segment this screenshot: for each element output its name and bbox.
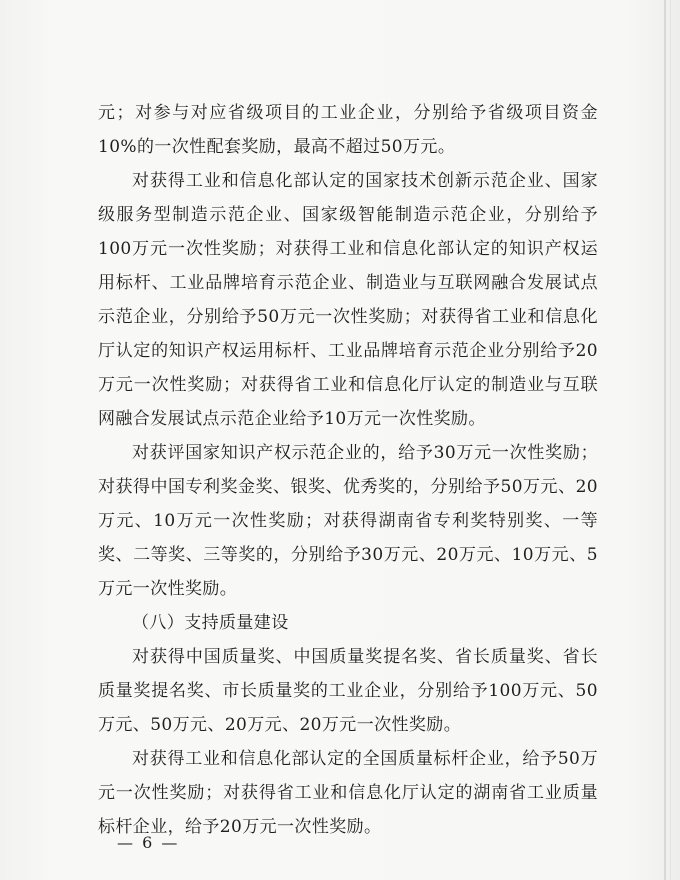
page-number: — 6 —	[117, 833, 180, 852]
quality-benchmark-paragraph: 对获得工业和信息化部认定的全国质量标杆企业，给予50万元一次性奖励；对获得省工业和信息化厅认定的湖南省工业质量标杆企业，给予20万元一次性奖励。	[98, 749, 598, 837]
award-paragraph-patent: 对获评国家知识产权示范企业的，给予30万元一次性奖励；对获得中国专利奖金奖、银奖、优秀奖的，分别给予50万元、20万元、10万元一次性奖励；对获得湖南省专利奖特别奖、一等奖、二等奖、三等奖的，分别给予30万元、20万元、10万元、5万元一次性奖励。	[98, 443, 598, 599]
scan-edge-line-secondary	[670, 0, 671, 880]
scan-edge-line	[664, 0, 666, 880]
award-paragraph-industry: 对获得工业和信息化部认定的国家技术创新示范企业、国家级服务型制造示范企业、国家级智能制造示范企业，分别给予100万元一次性奖励；对获得工业和信息化部认定的知识产权运用标杆、工业品牌培育示范企业、制造业与互联网融合发展试点示范企业，分别给予50万元一次性奖励；对获得省工业和信息化厅认定的知识产权运用标杆、工业品牌培育示范企业分别给予20万元一次性奖励；对获得省工业和信息化厅认定的制造业与互联网融合发展试点示范企业给予10万元一次性奖励。	[98, 171, 598, 429]
section-heading-quality: （八）支持质量建设	[132, 613, 289, 633]
document-body	[98, 96, 598, 844]
quality-award-paragraph: 对获得中国质量奖、中国质量奖提名奖、省长质量奖、省长质量奖提名奖、市长质量奖的工业企业，分别给予100万元、50万元、50万元、20万元、20万元一次性奖励。	[98, 647, 598, 735]
continuation-paragraph: 元；对参与对应省级项目的工业企业，分别给予省级项目资金10%的一次性配套奖励，最高不超过50万元。	[98, 103, 598, 157]
